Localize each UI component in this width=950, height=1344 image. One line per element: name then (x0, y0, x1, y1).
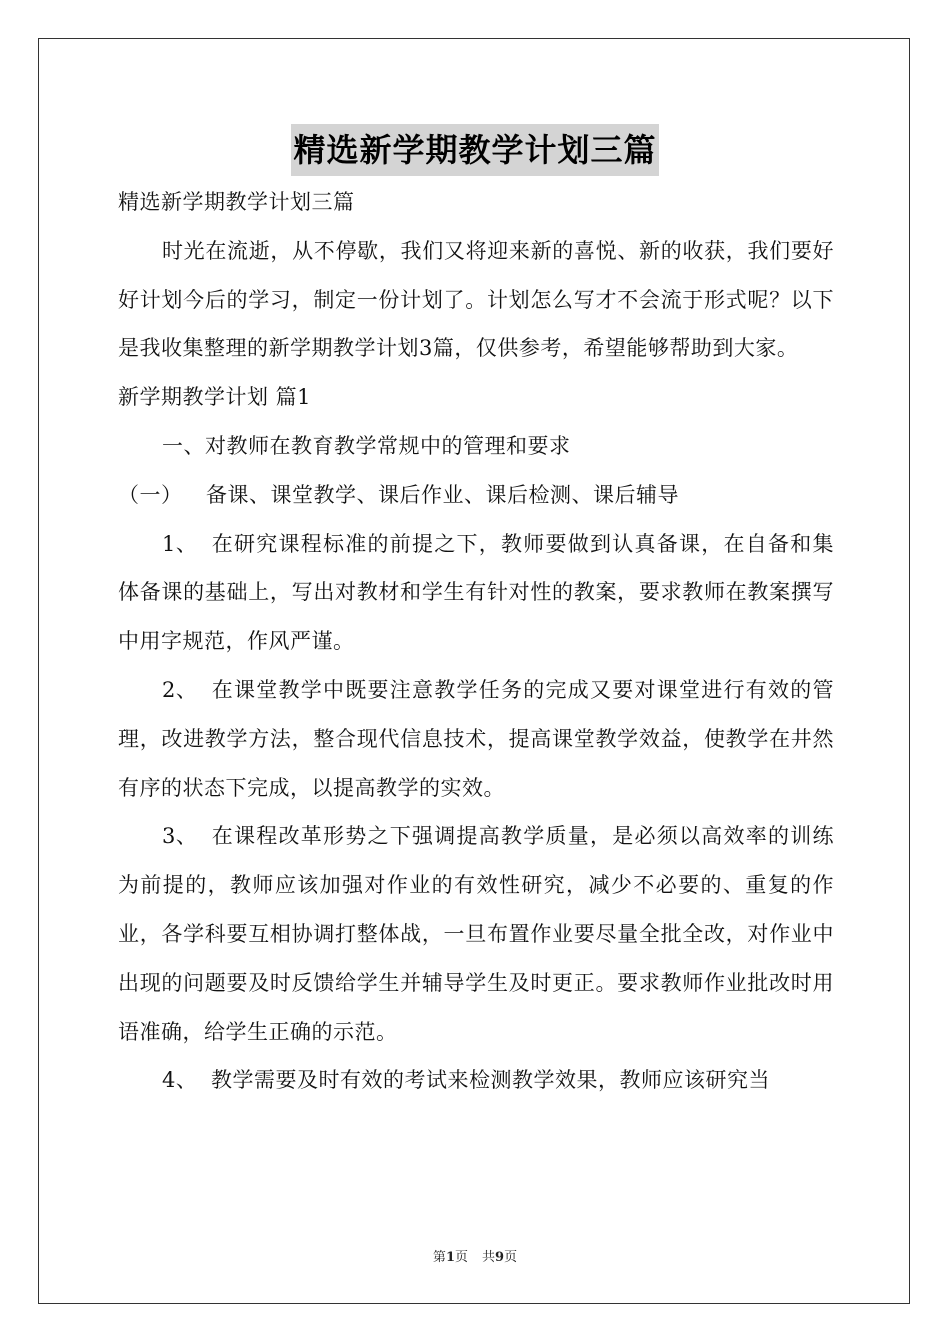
page-prefix: 第 (432, 1250, 446, 1265)
list-item-number: 4、 (162, 1068, 198, 1093)
list-item-text: 教学需要及时有效的考试来检测教学效果，教师应该研究当 (211, 1068, 770, 1093)
list-item-4 (118, 1056, 834, 1105)
list-item-number: 1、 (162, 531, 198, 556)
heading-level1: 一、对教师在教育教学常规中的管理和要求 (162, 433, 571, 458)
list-item-1 (118, 520, 834, 666)
section-heading: 新学期教学计划 篇1 (118, 385, 312, 410)
document-title: 精选新学期教学计划三篇 (291, 124, 658, 176)
page-footer (0, 1246, 950, 1265)
list-item-number: 2、 (162, 677, 198, 702)
list-item-text: 在课堂教学中既要注意教学任务的完成又要对课堂进行有效的管理，改进教学方法，整合现代信息技术，提高课堂教学效益，使教学在井然有序的状态下完成，以提高教学的实效。 (118, 677, 834, 800)
total-suffix: 页 (504, 1250, 518, 1265)
list-item-text: 在研究课程标准的前提之下，教师要做到认真备课，在自备和集体备课的基础上，写出对教材和学生有针对性的教案，要求教师在教案撰写中用字规范，作风严谨。 (118, 531, 834, 654)
document-title-block (0, 124, 950, 176)
document-body (118, 178, 834, 1105)
list-item-number: 3、 (162, 824, 198, 849)
heading-level2-text: 备课、课堂教学、课后作业、课后检测、课后辅导 (206, 482, 679, 507)
total-prefix: 共 (482, 1250, 496, 1265)
page-current: 1 (445, 1250, 455, 1265)
intro-paragraph: 时光在流逝，从不停歇，我们又将迎来新的喜悦、新的收获，我们要好好计划今后的学习，制定一份计划了。计划怎么写才不会流于形式呢？以下是我收集整理的新学期教学计划3篇，仅供参考，希望能够帮助到大家。 (118, 238, 834, 361)
heading-level2 (118, 471, 834, 520)
document-subtitle: 精选新学期教学计划三篇 (118, 190, 355, 214)
page-suffix: 页 (454, 1250, 468, 1265)
list-item-2 (118, 666, 834, 812)
list-item-3 (118, 812, 834, 1056)
heading-level2-marker: （一） (118, 482, 183, 507)
list-item-text: 在课程改革形势之下强调提高教学质量，是必须以高效率的训练为前提的，教师应该加强对作业的有效性研究，减少不必要的、重复的作业，各学科要互相协调打整体战，一旦布置作业要尽量全批全改，对作业中出现的问题要及时反馈给学生并辅导学生及时更正。要求教师作业批改时用语准确，给学生正确的示范。 (118, 824, 834, 1044)
total-pages: 9 (495, 1250, 505, 1265)
